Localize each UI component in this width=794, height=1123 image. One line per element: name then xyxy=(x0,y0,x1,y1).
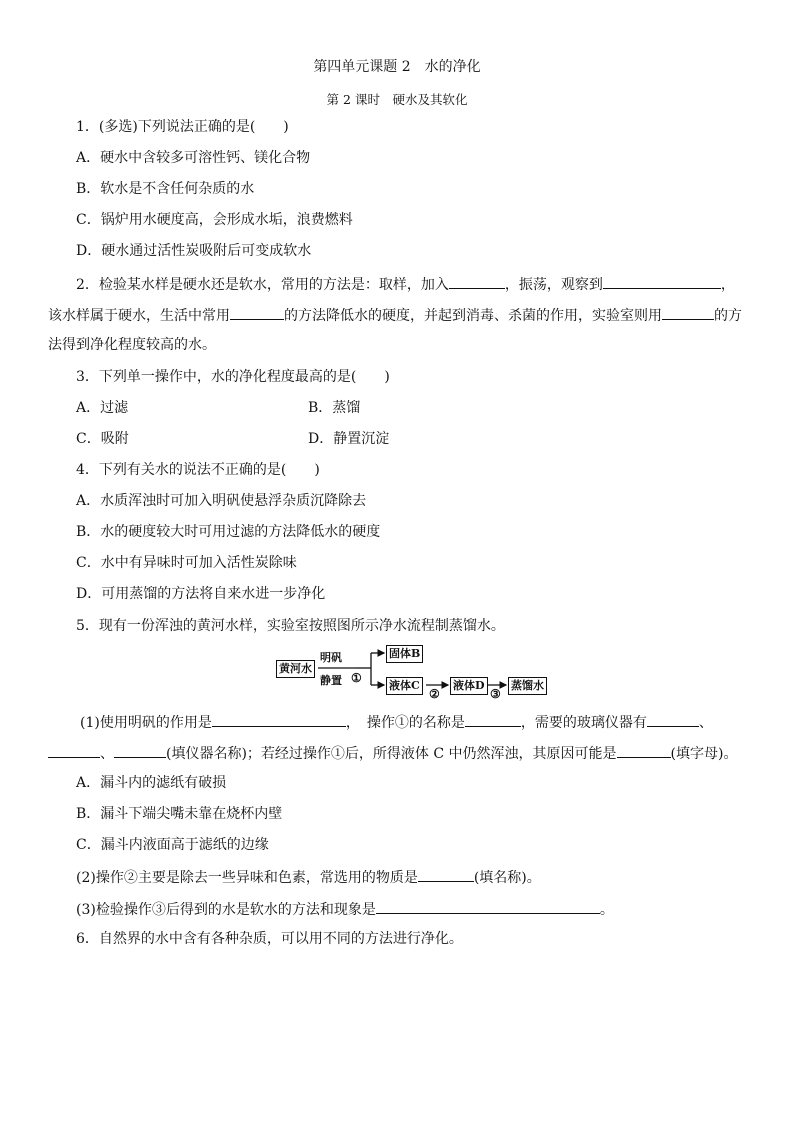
q1-option-d: D．硬水通过活性炭吸附后可变成软水 xyxy=(76,243,312,259)
box-liquid-d: 液体D xyxy=(450,677,488,695)
q4-option-a: A．水质浑浊时可加入明矾使悬浮杂质沉降除去 xyxy=(76,493,367,509)
q4-stem: 4．下列有关水的说法不正确的是( ) xyxy=(76,462,320,478)
q5-p1-text-g: (填字母)。 xyxy=(670,746,738,762)
q5-blank-glassware-2[interactable] xyxy=(48,743,100,758)
q1-stem: 1．(多选)下列说法正确的是( ) xyxy=(76,119,289,135)
q2-blank-reagent[interactable] xyxy=(449,274,505,289)
box-yellow-river-water: 黄河水 xyxy=(276,660,315,678)
q5-blank-adsorbent[interactable] xyxy=(418,867,474,882)
q5-stem: 5．现有一份浑浊的黄河水样，实验室按照图所示净水流程制蒸馏水。 xyxy=(76,618,505,634)
q5-part-2 xyxy=(76,867,541,887)
q4-option-d: D．可用蒸馏的方法将自来水进一步净化 xyxy=(76,586,326,602)
q2-text-1a: 2．检验某水样是硬水还是软水，常用的方法是：取样，加入 xyxy=(76,277,449,293)
q2-blank-phenomenon[interactable] xyxy=(603,274,721,289)
q5-p1-text-c: ，需要的玻璃仪器有 xyxy=(520,715,647,731)
q5-p1-text-e: 、 xyxy=(100,746,114,762)
q2-text-2c: 的方 xyxy=(714,308,742,324)
q3-option-b: B．蒸馏 xyxy=(308,400,361,416)
q2-blank-daily-method[interactable] xyxy=(230,305,284,320)
q2-blank-lab-method[interactable] xyxy=(662,305,714,320)
q5-blank-alum-role[interactable] xyxy=(212,712,346,727)
box-solid-b: 固体B xyxy=(386,645,423,663)
page-subtitle: 第 2 课时 硬水及其软化 xyxy=(326,92,468,107)
q2-line-2 xyxy=(48,305,742,325)
q5-p2-text-a: (2)操作②主要是除去一些异味和色素，常选用的物质是 xyxy=(76,870,418,886)
q2-text-1b: ，振荡，观察到 xyxy=(504,277,603,293)
box-liquid-c: 液体C xyxy=(386,677,423,695)
q3-option-a: A．过滤 xyxy=(76,400,129,416)
q5-p1-text-a: (1)使用明矾的作用是 xyxy=(80,715,212,731)
q1-option-a: A．硬水中含较多可溶性钙、镁化合物 xyxy=(76,150,311,166)
label-settle: 静置 xyxy=(320,674,342,687)
q2-line-3: 法得到净化程度较高的水。 xyxy=(48,337,216,353)
step-1-marker: ① xyxy=(351,671,362,685)
purification-flow-diagram xyxy=(276,643,548,703)
q5-option-b: B．漏斗下端尖嘴未靠在烧杯内壁 xyxy=(76,806,283,822)
q3-stem: 3．下列单一操作中，水的净化程度最高的是( ) xyxy=(76,369,390,385)
q5-blank-operation-1[interactable] xyxy=(465,712,521,727)
q5-blank-reason[interactable] xyxy=(617,743,671,758)
q5-option-a: A．漏斗内的滤纸有破损 xyxy=(76,775,227,791)
q4-option-c: C．水中有异味时可加入活性炭除味 xyxy=(76,555,297,571)
step-3-marker: ③ xyxy=(490,687,501,701)
q5-blank-glassware-3[interactable] xyxy=(114,743,166,758)
box-distilled-water: 蒸馏水 xyxy=(508,677,547,695)
q2-text-2a: 该水样属于硬水，生活中常用 xyxy=(48,308,230,324)
q5-p2-text-b: (填名称)。 xyxy=(473,870,541,886)
q1-option-b: B．软水是不含任何杂质的水 xyxy=(76,181,255,197)
q5-blank-soft-water-test[interactable] xyxy=(376,899,600,914)
q5-p1-text-b: ， 操作①的名称是 xyxy=(345,715,465,731)
q5-option-c: C．漏斗内液面高于滤纸的边缘 xyxy=(76,837,269,853)
q2-line-1 xyxy=(76,274,735,294)
q5-part-1-line-2 xyxy=(48,743,737,763)
q5-part-1-line-1 xyxy=(80,712,713,732)
q5-blank-glassware-1[interactable] xyxy=(647,712,699,727)
q6-stem: 6．自然界的水中含有各种杂质，可以用不同的方法进行净化。 xyxy=(76,931,463,947)
q5-part-3 xyxy=(76,899,614,919)
q5-p3-text-a: (3)检验操作③后得到的水是软水的方法和现象是 xyxy=(76,902,376,918)
q5-p1-text-d: 、 xyxy=(698,715,713,731)
label-alum: 明矾 xyxy=(320,651,342,664)
q3-option-d: D．静置沉淀 xyxy=(308,431,390,447)
q4-option-b: B．水的硬度较大时可用过滤的方法降低水的硬度 xyxy=(76,524,381,540)
page-title: 第四单元课题 2 水的净化 xyxy=(313,59,481,75)
q5-p3-text-b: 。 xyxy=(599,902,614,918)
q3-option-c: C．吸附 xyxy=(76,431,129,447)
q1-option-c: C．锅炉用水硬度高，会形成水垢，浪费燃料 xyxy=(76,212,353,228)
step-2-marker: ② xyxy=(429,687,440,701)
q2-text-1c: ， xyxy=(720,277,735,293)
q5-p1-text-f: (填仪器名称)；若经过操作①后，所得液体 C 中仍然浑浊，其原因可能是 xyxy=(166,746,617,762)
q2-text-2b: 的方法降低水的硬度，并起到消毒、杀菌的作用，实验室则用 xyxy=(284,308,662,324)
